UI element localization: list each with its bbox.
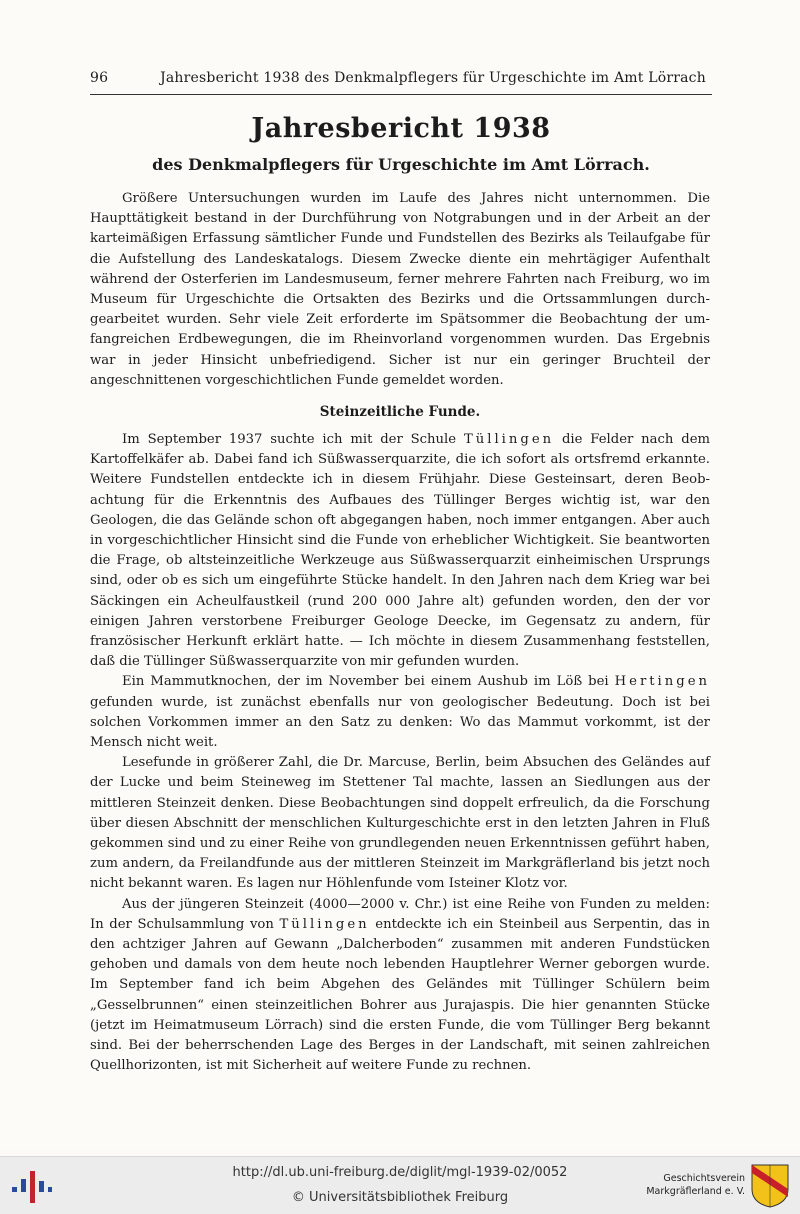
place-name: Hertingen <box>614 674 710 690</box>
page-title: Jahresbericht 1938 <box>251 113 551 144</box>
place-name: Tüllingen <box>279 916 370 932</box>
page-subtitle: des Denkmalpflegers für Urgeschichte im Amt Lörrach. <box>152 155 650 174</box>
intro-paragraph: Größere Untersuchungen wurden im Laufe des Jahres nicht unternommen. Die Haupttätigkeit bestand in der Durchführung von Notgrabungen und in der Arbeit an der karteimäßigen Erfassung sämtlicher Funde und Fundstellen des Bezirks als Teilaufgabe für die Aufstellung des Landeskatalogs. Diesem Zwecke diente ein mehrtägiger Aufenthalt während der Osterferien im Landesmuseum, ferner mehrere Fahrten nach Freiburg, wo im Museum für Urgeschichte die Ortsakten des Bezirks und die Ortssammlungen durchgearbeitet wurden. Sehr viele Zeit erforderte im Spätsommer die Beobachtung der umfangreichen Erdbewegungen, die im Rheinvorland vorgenommen wurden. Das Ergebnis war in jeder Hinsicht unbefriedigend. Sicher ist nur ein geringer Bruchteil der angeschnittenen vorgeschichtlichen Funde gemeldet worden. <box>90 191 710 388</box>
copyright-text: © Universitätsbibliothek Freiburg <box>291 1190 509 1205</box>
header-rule <box>90 94 712 95</box>
page-number: 96 <box>90 70 109 86</box>
paragraph-text: die Felder nach dem Kartoffelkäfer ab. Dabei fand ich Süßwasserquarzite, die ich sofort als ortsfremd erkannte. Weitere Fundstellen entdeckte ich in diesem Frühjahr. Diese Gesteinsart, deren Beobachtung für die Erkenntnis des Aufbaues des Tüllinger Berges wichtig ist, war den Geologen, die das Gelände schon oft abgegangen haben, noch immer entgangen. Aber auch in vorgeschichtlicher Hinsicht sind die Funde von erheblicher Wichtigkeit. Sie beantworten die Frage, ob altsteinzeitliche Werkzeuge aus Süßwasserquarzit einheimischen Ursprungs sind, oder ob es sich um eingeführte Stücke handelt. In den Jahren nach dem Krieg war bei Säckingen ein Acheulfaustkeil (rund 200 000 Jahre alt) gefunden worden, den der vor einigen Jahren verstorbene Freiburger Geologe Deecke, im Gegensatz zu andern, für französischer Herkunft erklärt hatte. — Ich möchte in diesem Zusammenhang feststellen, daß die Tüllinger Süßwasserquarzite von mir gefunden wurden. <box>90 432 711 670</box>
document-url-link[interactable]: http://dl.ub.uni-freiburg.de/diglit/mgl-1939-02/0052 <box>232 1165 568 1180</box>
paragraph-neolithic <box>90 895 710 1077</box>
main-section <box>90 430 710 1077</box>
paragraph-mammoth <box>90 672 710 753</box>
paragraph-text: Im September 1937 suchte ich mit der Schule <box>122 432 464 447</box>
paragraph-text: entdeckte ich ein Steinbeil aus Serpentin, das in den achtziger Jahren auf Gewann „Dalcherboden“ zusammen mit anderen Fundstücken gehoben und damals von dem heute noch lebenden Hauptlehrer Werner geborgen wurde. Im September fand ich beim Abgehen des Geländes mit Tüllinger Schülern beim „Gesselbrunnen“ einen steinzeitlichen Bohrer aus Jurajaspis. Die hier genannten Stücke (jetzt im Heimatmuseum Lörrach) sind die ersten Funde, die vom Tüllinger Berg bekannt sind. Bei der beherrschenden Lage des Berges in der Landschaft, mit seinen zahlreichen Quellhorizonten, ist mit Sicherheit auf weitere Funde zu rechnen. <box>90 916 710 1074</box>
section-heading: Steinzeitliche Funde. <box>319 404 481 420</box>
running-head <box>90 70 712 86</box>
society-line: Geschichtsverein <box>663 1173 745 1184</box>
paragraph-text: gefunden wurde, ist zunächst ebenfalls nur von geologischer Bedeutung. Doch ist bei solchen Vorkommen immer an den Satz zu denken: Wo das Mammut vorkommt, ist der Mensch nicht weit. <box>90 694 710 751</box>
intro-section <box>90 189 710 391</box>
paragraph-text: Aus der jüngeren Steinzeit (4000—2000 v. Chr.) ist eine Reihe von Funden zu melden: In der Schulsammlung von <box>90 896 710 932</box>
paragraph-text: Ein Mammutknochen, der im November bei einem Aushub im Löß bei <box>122 674 615 690</box>
paragraph-lesefunde: Lesefunde in größerer Zahl, die Dr. Marcuse, Berlin, beim Absuchen des Geländes auf der Lucke und beim Steineweg im Stettener Tal machte, lassen an Siedlungen aus der mittleren Steinzeit denken. Diese Beobachtungen sind doppelt erfreulich, da die Forschung über diesen Abschnitt der menschlichen Kulturgeschichte erst in den letzten Jahren in Fluß gekommen sind und zu einer Reihe von grundlegenden neuen Erkenntnissen geführt haben, zum andern, da Freilandfunde aus der mittleren Steinzeit im Markgräflerland bis jetzt noch nicht bekannt waren. Es lagen nur Höhlenfunde vom Isteiner Klotz vor. <box>90 755 710 892</box>
place-name: Tüllingen <box>463 432 555 447</box>
running-title: Jahresbericht 1938 des Denkmalpflegers für Urgeschichte im Amt Lörrach <box>160 70 706 86</box>
society-crest-icon <box>750 1163 790 1209</box>
society-line: Markgräflerland e. V. <box>646 1186 745 1197</box>
viewer-footer <box>0 1156 800 1214</box>
society-name <box>640 1172 745 1198</box>
paragraph-tuellingen <box>90 430 710 672</box>
